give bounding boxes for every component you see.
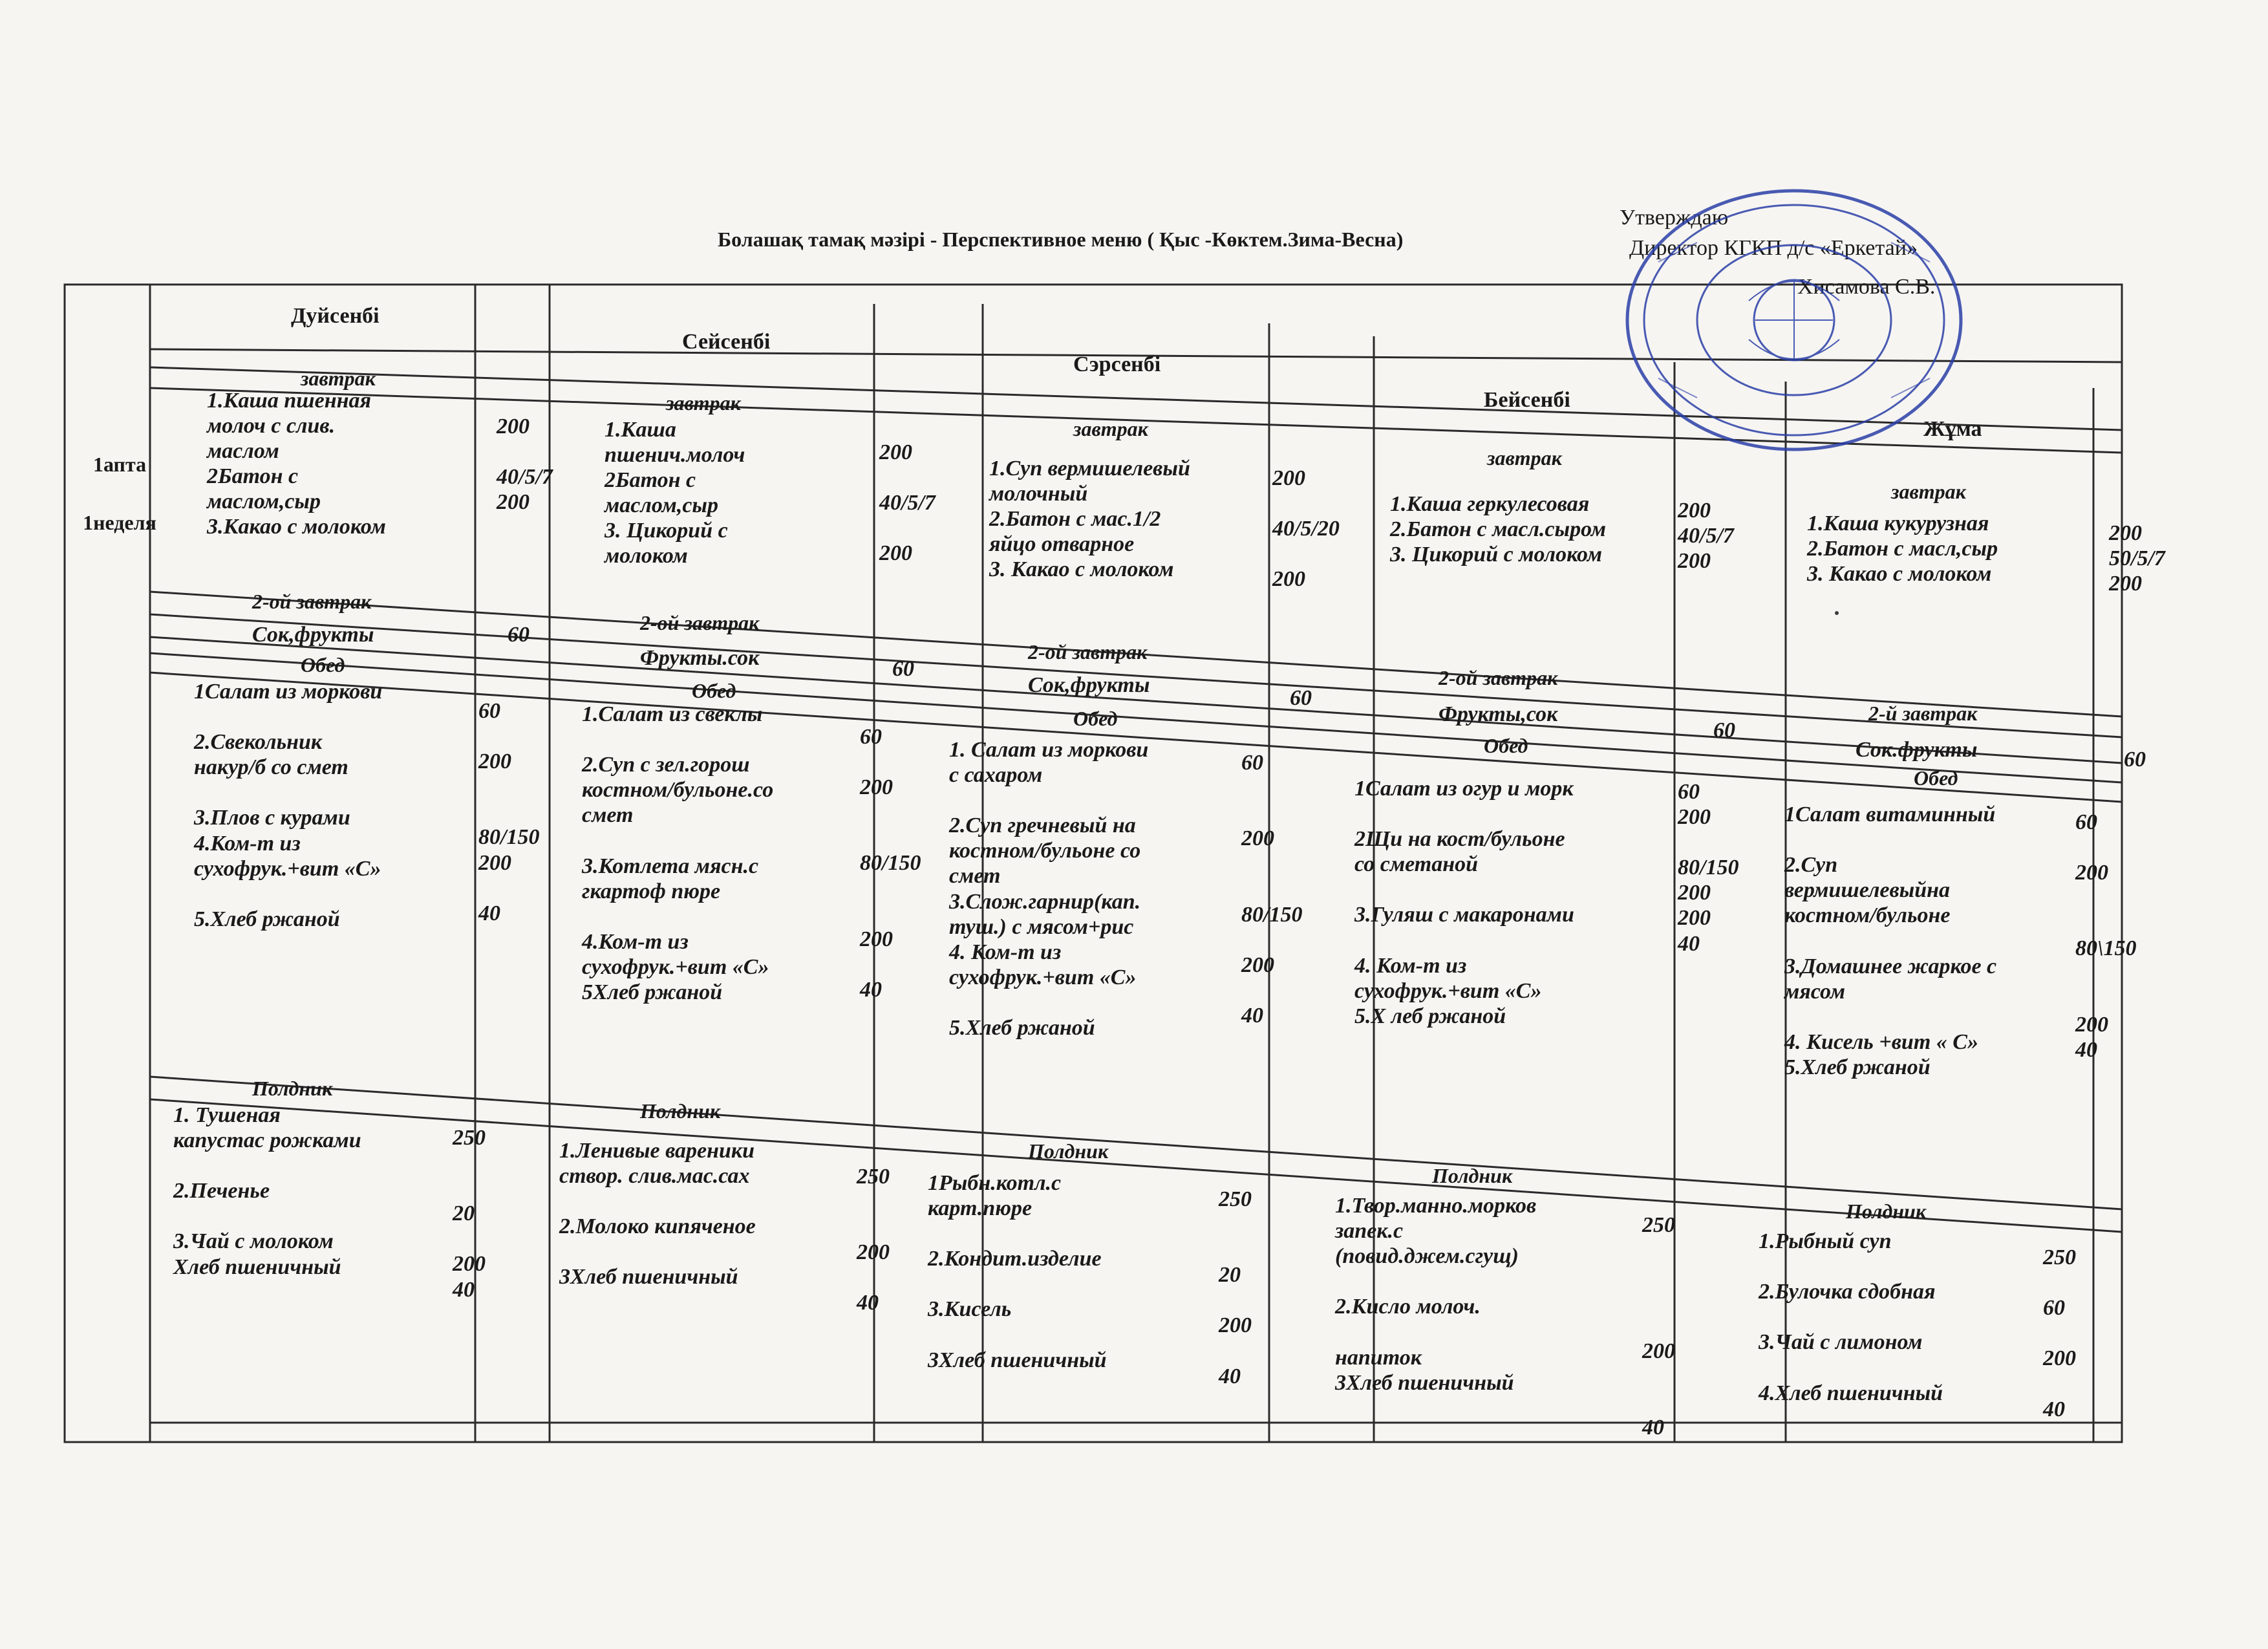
wednesday-snack-qty: 250 20 200 40: [1219, 1187, 1252, 1388]
friday-lunch-qty: 60 200 80\150 200 40: [2075, 810, 2137, 1062]
tuesday-second-breakfast-qty: 60: [892, 657, 914, 681]
tuesday-breakfast-qty: 200 40/5/7 200: [879, 440, 936, 566]
week-label-kz: 1апта: [92, 453, 147, 476]
tuesday-lunch-label: Обед: [692, 679, 736, 702]
friday-second-breakfast-label: 2-й завтрак: [1868, 702, 1978, 725]
thursday-lunch-label: Обед: [1484, 734, 1528, 757]
page-title: Болашақ тамақ мәзірі - Перспективное меню ( Қыс -Көктем.Зима-Весна): [718, 228, 1404, 251]
day-header-monday: Дуйсенбі: [291, 304, 380, 328]
wednesday-lunch-qty: 60 200 80/150 200 40: [1241, 751, 1303, 1028]
week-label-ru: 1неделя: [83, 511, 156, 534]
tuesday-lunch-items: 1.Салат из свеклы 2.Суп с зел.горош костном/бульоне.со смет 3.Котлета мясн.с гкартоф пюре 4.Ком-т из сухофрук.+вит «С» 5Хлеб ржаной: [582, 702, 774, 1005]
friday-breakfast-label: завтрак: [1891, 480, 1966, 503]
monday-second-breakfast-items: Сок,фрукты: [252, 623, 374, 647]
monday-lunch-items: 1Салат из моркови 2.Свекольник накур/б со смет 3.Плов с курами 4.Ком-т из сухофрук.+вит «С» 5.Хлеб ржаной: [194, 680, 383, 931]
monday-breakfast-qty: 200 40/5/7 200: [497, 415, 553, 515]
day-header-friday: Жұма: [1923, 417, 1982, 441]
thursday-second-breakfast-qty: 60: [1713, 718, 1735, 742]
monday-snack-qty: 250 20 200 40: [453, 1126, 486, 1302]
monday-breakfast-label: завтрак: [301, 367, 376, 390]
friday-second-breakfast-items: Сок.фрукты: [1856, 738, 1978, 762]
wednesday-breakfast-qty: 200 40/5/20 200: [1272, 466, 1340, 592]
tuesday-lunch-qty: 60 200 80/150 200 40: [860, 725, 921, 1002]
tuesday-breakfast-label: завтрак: [666, 391, 741, 415]
thursday-second-breakfast-label: 2-ой завтрак: [1439, 666, 1558, 689]
day-header-thursday: Бейсенбі: [1484, 388, 1570, 412]
tuesday-breakfast-items: 1.Каша пшенич.молоч 2Батон с маслом,сыр 3. Цикорий с молоком: [604, 418, 745, 568]
thursday-snack-qty: 250 200 40: [1642, 1213, 1675, 1439]
friday-snack-label: Полдник: [1846, 1200, 1927, 1223]
day-header-wednesday: Сэрсенбі: [1073, 352, 1161, 376]
thursday-lunch-items: 1Салат из огур и морк 2Щи на кост/бульоне со сметаной 3.Гуляш с макаронами 4. Ком-т из сухофрук.+вит «С» 5.Х леб ржаной: [1354, 777, 1574, 1028]
ink-dot: [1835, 611, 1839, 615]
thursday-second-breakfast-items: Фрукты,сок: [1439, 702, 1558, 726]
wednesday-snack-items: 1Рыбн.котл.с карт.пюре 2.Кондит.изделие 3.Кисель 3Хлеб пшеничный: [928, 1171, 1107, 1372]
wednesday-second-breakfast-qty: 60: [1290, 686, 1312, 710]
thursday-snack-label: Полдник: [1432, 1164, 1513, 1187]
friday-lunch-label: Обед: [1914, 766, 1958, 790]
friday-breakfast-qty: 200 50/5/7 200: [2109, 521, 2165, 596]
monday-snack-label: Полдник: [252, 1077, 333, 1100]
monday-second-breakfast-label: 2-ой завтрак: [252, 590, 372, 613]
approval-line-3: Хисамова С.В.: [1797, 275, 1936, 299]
friday-lunch-items: 1Салат витаминный 2.Суп вермишелевыйна костном/бульоне 3.Домашнее жаркое с мясом 4. Кисель +вит « С» 5.Хлеб ржаной: [1784, 803, 1997, 1079]
day-header-tuesday: Сейсенбі: [682, 330, 771, 354]
tuesday-snack-label: Полдник: [640, 1099, 721, 1123]
wednesday-second-breakfast-items: Сок,фрукты: [1028, 673, 1150, 697]
official-seal-stamp: [1620, 184, 1969, 456]
friday-snack-items: 1.Рыбный суп 2.Булочка сдобная 3.Чай с лимоном 4.Хлеб пшеничный: [1759, 1229, 1943, 1405]
wednesday-lunch-label: Обед: [1073, 707, 1118, 730]
wednesday-lunch-items: 1. Салат из моркови с сахаром 2.Суп гречневый на костном/бульоне со смет 3.Слож.гарнир(кап. туш.) с мясом+рис 4. Ком-т из сухофрук.+вит «С» 5.Хлеб ржаной: [949, 738, 1149, 1040]
wednesday-breakfast-items: 1.Суп вермишелевый молочный 2.Батон с мас.1/2 яйцо отварное 3. Какао с молоком: [989, 457, 1190, 582]
monday-second-breakfast-qty: 60: [508, 623, 530, 647]
approval-line-1: Утверждаю: [1620, 206, 1729, 230]
monday-lunch-label: Обед: [301, 653, 345, 676]
wednesday-snack-label: Полдник: [1028, 1139, 1109, 1163]
friday-breakfast-items: 1.Каша кукурузная 2.Батон с масл,сыр 3. Какао с молоком: [1807, 512, 1998, 587]
approval-line-2: Директор КГКП д/с «Еркетай»: [1629, 236, 1918, 260]
friday-second-breakfast-qty: 60: [2124, 748, 2146, 771]
tuesday-snack-items: 1.Ленивые вареники створ. слив.мас.сах 2.Молоко кипяченое 3Хлеб пшеничный: [559, 1139, 756, 1289]
monday-lunch-qty: 60 200 80/150 200 40: [478, 699, 540, 925]
thursday-snack-items: 1.Твор.манно.морков запек.с (повид.джем.сгущ) 2.Кисло молоч. напиток 3Хлеб пшеничный: [1335, 1194, 1537, 1395]
wednesday-second-breakfast-label: 2-ой завтрак: [1028, 640, 1148, 663]
monday-breakfast-items: 1.Каша пшенная молоч с слив. маслом 2Батон с маслом,сыр 3.Какао с молоком: [207, 389, 386, 539]
tuesday-second-breakfast-label: 2-ой завтрак: [640, 611, 760, 634]
tuesday-snack-qty: 250 200 40: [857, 1165, 890, 1315]
wednesday-breakfast-label: завтрак: [1073, 417, 1148, 440]
thursday-breakfast-items: 1.Каша геркулесовая 2.Батон с масл.сыром 3. Цикорий с молоком: [1390, 492, 1607, 567]
friday-snack-qty: 250 60 200 40: [2043, 1245, 2076, 1421]
monday-snack-items: 1. Тушеная капустас рожками 2.Печенье 3.Чай с молоком Хлеб пшеничный: [173, 1103, 361, 1279]
thursday-breakfast-label: завтрак: [1487, 446, 1562, 469]
thursday-lunch-qty: 60 200 80/150 200 200 40: [1678, 780, 1739, 956]
thursday-breakfast-qty: 200 40/5/7 200: [1678, 499, 1734, 574]
tuesday-second-breakfast-items: Фрукты.сок: [640, 646, 760, 670]
